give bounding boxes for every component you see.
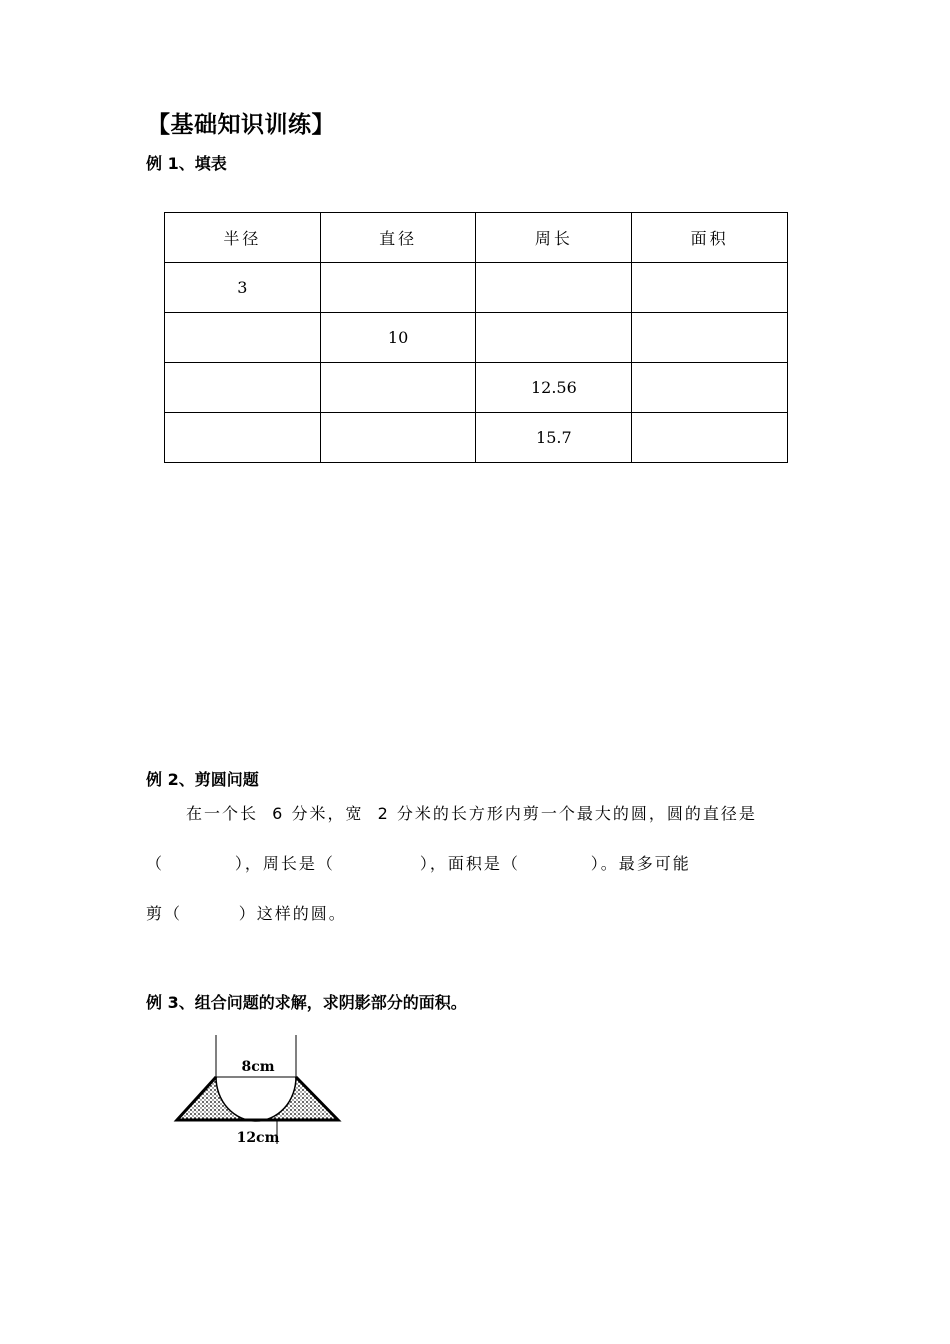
header-area: 面积	[632, 213, 788, 263]
header-radius: 半径	[165, 213, 321, 263]
header-circumference: 周长	[476, 213, 632, 263]
table-cell[interactable]	[632, 363, 788, 413]
table-cell[interactable]	[632, 413, 788, 463]
table-row	[165, 363, 788, 413]
table-cell[interactable]	[476, 313, 632, 363]
table-cell[interactable]: 10	[320, 313, 476, 363]
bottom-length-label: 12cm	[236, 1130, 280, 1146]
table-cell[interactable]	[632, 263, 788, 313]
table-cell[interactable]	[165, 413, 321, 463]
table-row	[165, 313, 788, 363]
example-2-text-line-2: （ ），周长是（ ），面积是（ ）。最多可能	[146, 854, 691, 873]
example-2-text-line-1: 在一个长 6 分米，宽 2 分米的长方形内剪一个最大的圆，圆的直径是	[186, 804, 757, 823]
table-cell[interactable]	[476, 263, 632, 313]
table-row	[165, 413, 788, 463]
section-heading: 【基础知识训练】	[147, 112, 335, 138]
table-cell[interactable]	[632, 313, 788, 363]
shaded-trapezoid-figure	[170, 1033, 350, 1153]
table-cell[interactable]: 15.7	[476, 413, 632, 463]
fill-in-table	[164, 212, 788, 463]
example-2-title: 例 2、剪圆问题	[146, 770, 259, 789]
table-cell[interactable]: 12.56	[476, 363, 632, 413]
table-header-row	[165, 213, 788, 263]
example-2-text-line-3: 剪（ ）这样的圆。	[146, 904, 347, 923]
top-length-label: 8cm	[241, 1059, 275, 1075]
table-cell[interactable]	[165, 363, 321, 413]
table-cell[interactable]	[320, 363, 476, 413]
table-cell[interactable]	[320, 413, 476, 463]
table-cell[interactable]: 3	[165, 263, 321, 313]
table-row	[165, 263, 788, 313]
header-diameter: 直径	[320, 213, 476, 263]
example-3-title: 例 3、组合问题的求解，求阴影部分的面积。	[146, 993, 467, 1012]
example-1-title: 例 1、填表	[146, 154, 227, 173]
table-cell[interactable]	[165, 313, 321, 363]
table-cell[interactable]	[320, 263, 476, 313]
shaded-region	[177, 1077, 338, 1121]
